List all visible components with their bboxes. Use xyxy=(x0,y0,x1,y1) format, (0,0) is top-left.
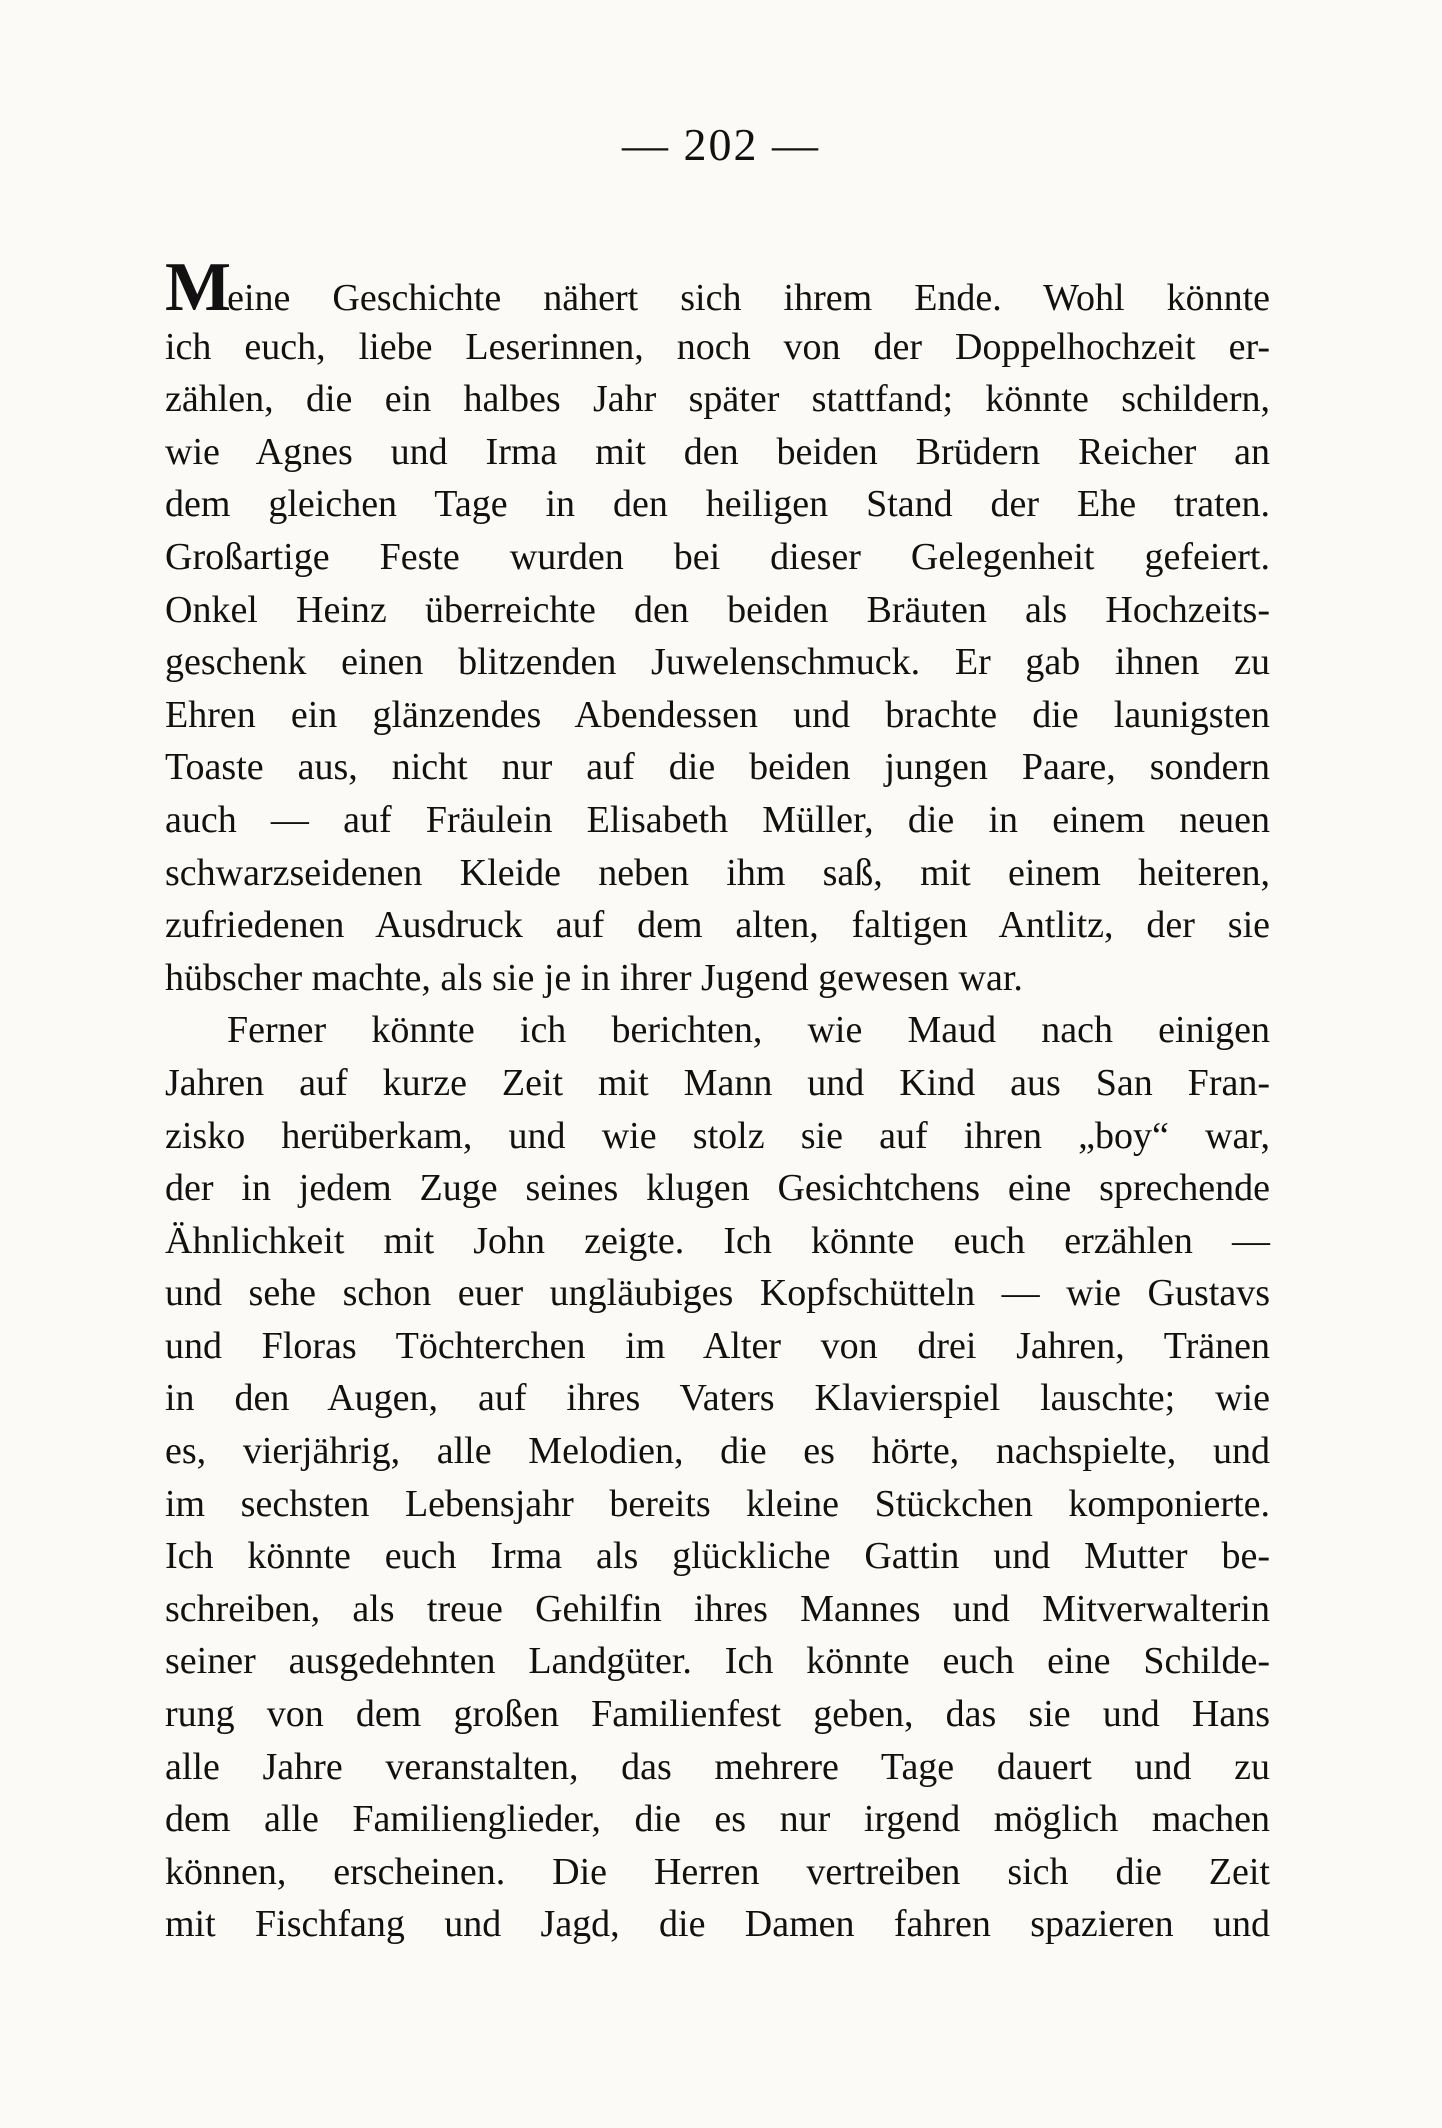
text-line: ich euch, liebe Leserinnen, noch von der Doppelhochzeit er- xyxy=(165,325,1270,368)
text-line: der in jedem Zuge seines klugen Gesichtchens eine sprechende xyxy=(165,1167,1270,1210)
text-line: im sechsten Lebensjahr bereits kleine Stückchen komponierte. xyxy=(165,1482,1270,1525)
text-line: und Floras Töchterchen im Alter von drei Jahren, Tränen xyxy=(165,1324,1270,1367)
text-line: hübscher machte, als sie je in ihrer Jugend gewesen war. xyxy=(165,956,1023,999)
text-line: zufriedenen Ausdruck auf dem alten, faltigen Antlitz, der sie xyxy=(165,904,1270,947)
drop-cap: M xyxy=(165,249,228,326)
text-line: können, erscheinen. Die Herren vertreiben sich die Zeit xyxy=(165,1850,1270,1893)
text-line: zisko herüberkam, und wie stolz sie auf ihren „boy“ war, xyxy=(165,1114,1270,1157)
text-line: Großartige Feste wurden bei dieser Gelegenheit gefeiert. xyxy=(165,535,1270,578)
text-line: rung von dem großen Familienfest geben, das sie und Hans xyxy=(165,1693,1270,1736)
text-line: geschenk einen blitzenden Juwelenschmuck. Er gab ihnen zu xyxy=(165,641,1270,684)
text-line: schreiben, als treue Gehilfin ihres Mannes und Mitverwalterin xyxy=(165,1587,1270,1630)
text-line: seiner ausgedehnten Landgüter. Ich könnte euch eine Schilde- xyxy=(165,1640,1270,1683)
text-line: es, vierjährig, alle Melodien, die es hörte, nachspielte, und xyxy=(165,1430,1270,1473)
body-text xyxy=(165,249,1270,1951)
text-line: Onkel Heinz überreichte den beiden Bräuten als Hochzeits- xyxy=(165,588,1270,631)
text-line: Ich könnte euch Irma als glückliche Gattin und Mutter be- xyxy=(165,1535,1270,1578)
text-line: Toaste aus, nicht nur auf die beiden jungen Paare, sondern xyxy=(165,746,1270,789)
text-line: Jahren auf kurze Zeit mit Mann und Kind aus San Fran- xyxy=(165,1061,1270,1104)
text-line: zählen, die ein halbes Jahr später stattfand; könnte schildern, xyxy=(165,378,1270,421)
text-line: Ferner könnte ich berichten, wie Maud nach einigen xyxy=(227,1009,1270,1052)
text-line: mit Fischfang und Jagd, die Damen fahren spazieren und xyxy=(165,1903,1270,1946)
text-line: wie Agnes und Irma mit den beiden Brüdern Reicher an xyxy=(165,430,1270,473)
text-line: Meine Geschichte nähert sich ihrem Ende. Wohl könnte xyxy=(165,249,1270,326)
text-line: auch — auf Fräulein Elisabeth Müller, die in einem neuen xyxy=(165,798,1270,841)
text-line: in den Augen, auf ihres Vaters Klavierspiel lauschte; wie xyxy=(165,1377,1270,1420)
text-line: Ehren ein glänzendes Abendessen und brachte die launigsten xyxy=(165,693,1270,736)
text-line: Ähnlichkeit mit John zeigte. Ich könnte euch erzählen — xyxy=(165,1219,1270,1262)
page-number: — 202 — xyxy=(622,119,820,170)
text-line: dem alle Familienglieder, die es nur irgend möglich machen xyxy=(165,1798,1270,1841)
text-line: alle Jahre veranstalten, das mehrere Tage dauert und zu xyxy=(165,1745,1270,1788)
text-line: dem gleichen Tage in den heiligen Stand der Ehe traten. xyxy=(165,483,1270,526)
text-line: und sehe schon euer ungläubiges Kopfschütteln — wie Gustavs xyxy=(165,1272,1270,1315)
text-line: schwarzseidenen Kleide neben ihm saß, mit einem heiteren, xyxy=(165,851,1270,894)
